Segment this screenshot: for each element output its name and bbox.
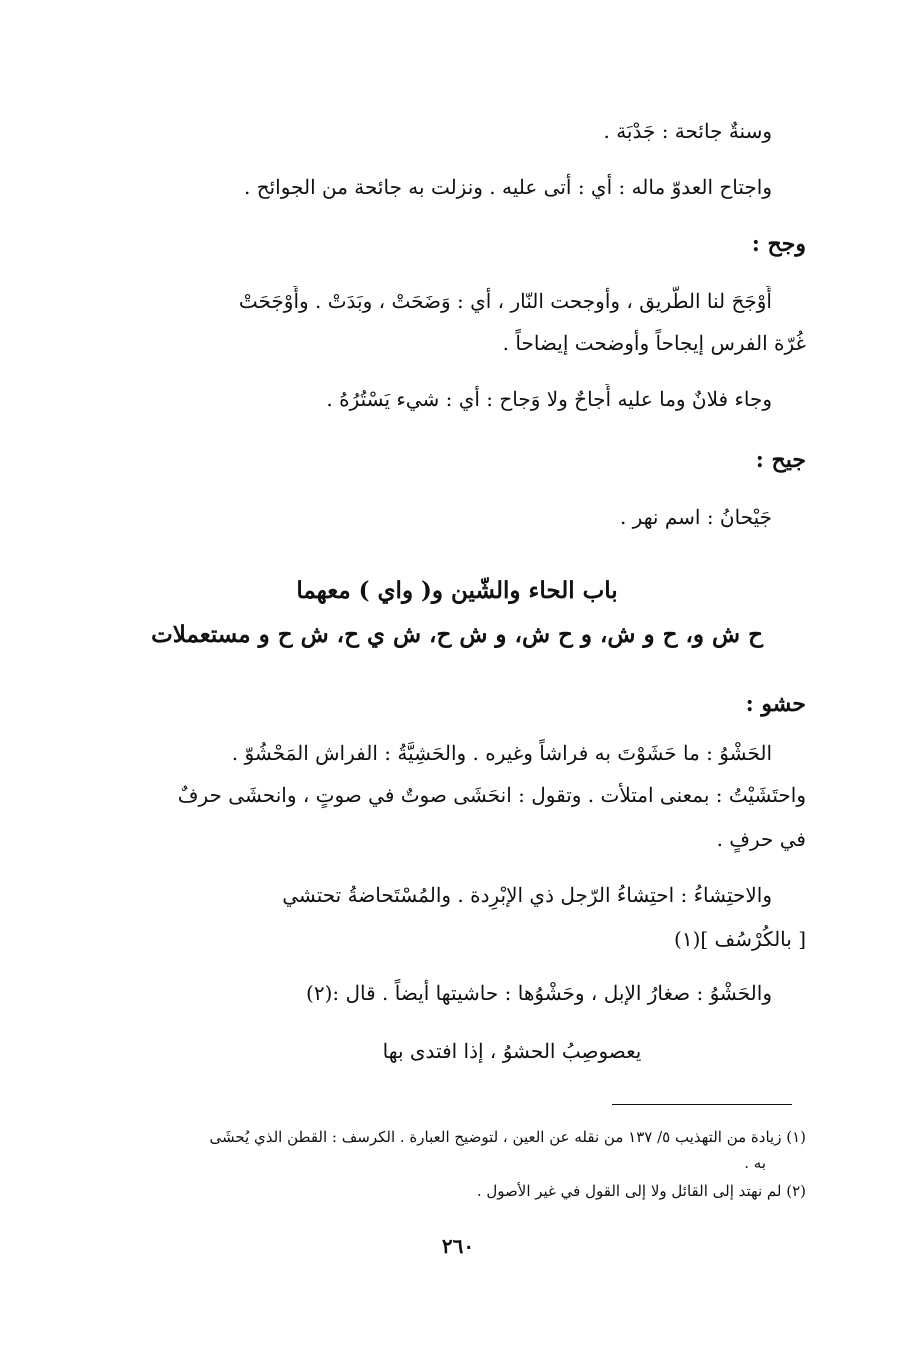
verse-line: يعصوصِبُ الحشوُ ، إذا افتدى بها (382, 1039, 642, 1063)
text-line: والحَشْوُ : صغارُ الإبل ، وحَشْوُها : حاشيتها أيضاً . قال :(٢) (306, 981, 772, 1005)
text-line: أَوْجَحَ لنا الطّريق ، وأوجحت النّار ، أي : وَضَحَتْ ، وبَدَتْ . وأَوْجَحَتْ (238, 289, 772, 313)
text-line: وجاء فلانٌ وما عليه أَجاحٌ ولا وَجاح : أي : شيء يَسْتُرُهُ . (326, 387, 772, 411)
text-line: واحتَشَيْتُ : بمعنى امتلأت . وتقول : انحَشَى صوتٌ في صوتٍ ، وانحشَى حرفٌ (177, 783, 806, 807)
entry-heading: وجح : (751, 231, 806, 257)
text-line: غُرّة الفرس إيجاحاً وأوضحت إيضاحاً . (502, 331, 806, 355)
footnote: (٢) لم نهتد إلى القائل ولا إلى القول في غير الأصول . (476, 1182, 806, 1200)
text-line: في حرفٍ . (716, 827, 806, 851)
footnote: به . (744, 1154, 766, 1172)
text-line: واجتاح العدوّ ماله : أي : أتى عليه . ونزلت به جائحة من الجوائح . (243, 175, 772, 199)
entry-heading: حشو : (745, 691, 806, 717)
text-line: وسنةٌ جائحة : جَدْبَة . (603, 119, 772, 143)
text-line: [ بالكُرْسُف ](١) (674, 927, 806, 951)
text-line: الحَشْوُ : ما حَشَوْتَ به فراشاً وغيره . والحَشِيَّةُ : الفراش المَحْشُوّ . (231, 741, 772, 765)
footnote: (١) زيادة من التهذيب ٥/ ١٣٧ من نقله عن العين ، لتوضيح العبارة . الكرسف : القطن الذي يُحشَى (209, 1128, 806, 1146)
chapter-subtitle: ح ش و، ح و ش، و ح ش، و ش ح، ش ي ح، ش ح و مستعملات (151, 621, 763, 648)
text-line: والاحتِشاءُ : احتِشاءُ الرّجل ذي الإبْرِدة . والمُسْتَحاضةُ تحتشي (282, 883, 772, 907)
footnote-divider (612, 1104, 792, 1105)
text-line: جَيْحانُ : اسم نهر . (619, 505, 772, 529)
entry-heading: جيح : (755, 447, 806, 473)
chapter-title: باب الحاء والشّين و( واي ) معهما (296, 577, 618, 604)
page-number: ٢٦٠ (441, 1234, 475, 1258)
